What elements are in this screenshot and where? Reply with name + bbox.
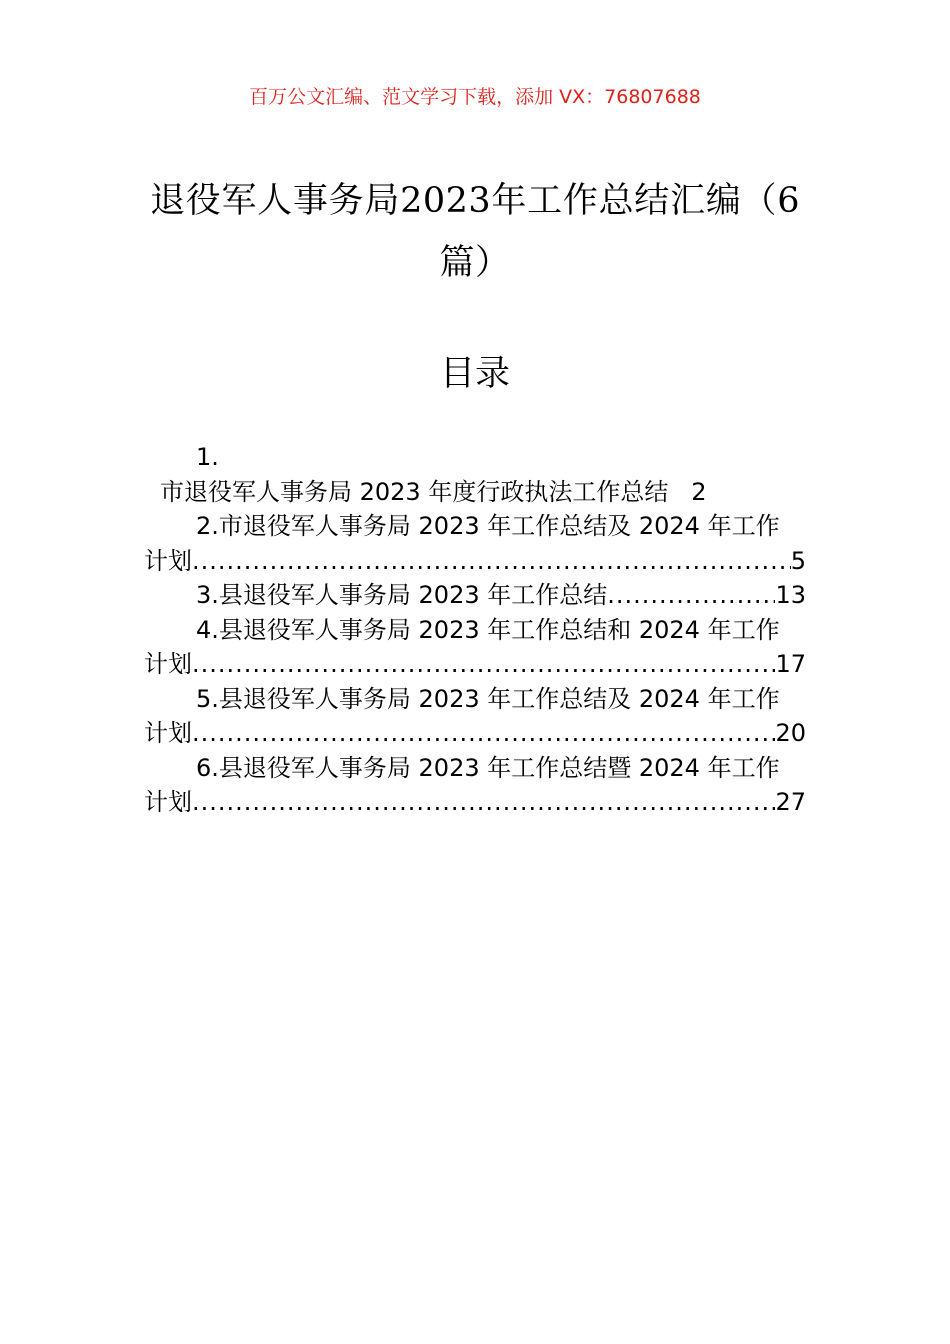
title-part3: 篇） [439, 243, 511, 283]
toc-entry-5-page: 20 [775, 719, 806, 747]
toc-entry-3[interactable] [144, 578, 806, 613]
toc-entry-2-line1[interactable]: 2.市退役军人事务局 2023 年工作总结及 2024 年工作 [196, 512, 780, 540]
toc-dot-leader [192, 544, 791, 579]
toc-entry-5-line1[interactable]: 5.县退役军人事务局 2023 年工作总结及 2024 年工作 [196, 684, 780, 713]
toc-entry-6-continuation: 计划 [144, 788, 192, 816]
toc-entry-6-line2[interactable] [144, 785, 806, 820]
toc-entry-2-page: 5 [790, 546, 806, 575]
toc-dot-leader [192, 647, 775, 682]
header-promo-note [0, 84, 950, 110]
toc-entry-4-line1[interactable]: 4.县退役军人事务局 2023 年工作总结和 2024 年工作 [196, 615, 780, 644]
toc-entry-5-continuation: 计划 [144, 719, 192, 747]
title-year: 2023 [400, 181, 492, 221]
toc-entry-1-number: 1. [196, 443, 219, 471]
toc-entry-3-page: 13 [775, 581, 806, 609]
toc-entry-1[interactable] [144, 475, 806, 510]
toc-dot-leader [607, 578, 775, 613]
toc-entry-1-title: 市退役军人事务局 2023 年度行政执法工作总结 [160, 477, 669, 506]
toc-entry-4-line2[interactable] [144, 647, 806, 682]
toc-entry-3-title: 3.县退役军人事务局 2023 年工作总结 [196, 581, 608, 609]
document-title [150, 170, 800, 294]
title-part1: 退役军人事务局 [150, 181, 401, 221]
toc-entry-2-line2[interactable] [144, 544, 806, 579]
toc-entry-6-page: 27 [775, 788, 806, 816]
toc-entry-5-line2[interactable] [144, 716, 806, 751]
toc-dot-leader [192, 716, 775, 751]
header-promo-text: 百万公文汇编、范文学习下载，添加 VX：76807688 [249, 86, 701, 108]
title-count: 6 [777, 181, 800, 221]
toc-entry-4-continuation: 计划 [144, 650, 192, 678]
toc-dot-leader [192, 785, 775, 820]
toc-entry-4-page: 17 [775, 650, 806, 678]
toc-entry-6-line1[interactable]: 6.县退役军人事务局 2023 年工作总结暨 2024 年工作 [196, 753, 780, 782]
toc-entry-1-page: 2 [691, 477, 707, 506]
toc-heading: 目录 [439, 354, 510, 394]
table-of-contents [144, 440, 806, 820]
toc-entry-2-continuation: 计划 [144, 546, 192, 575]
title-part2: 年工作总结汇编（ [491, 181, 778, 221]
